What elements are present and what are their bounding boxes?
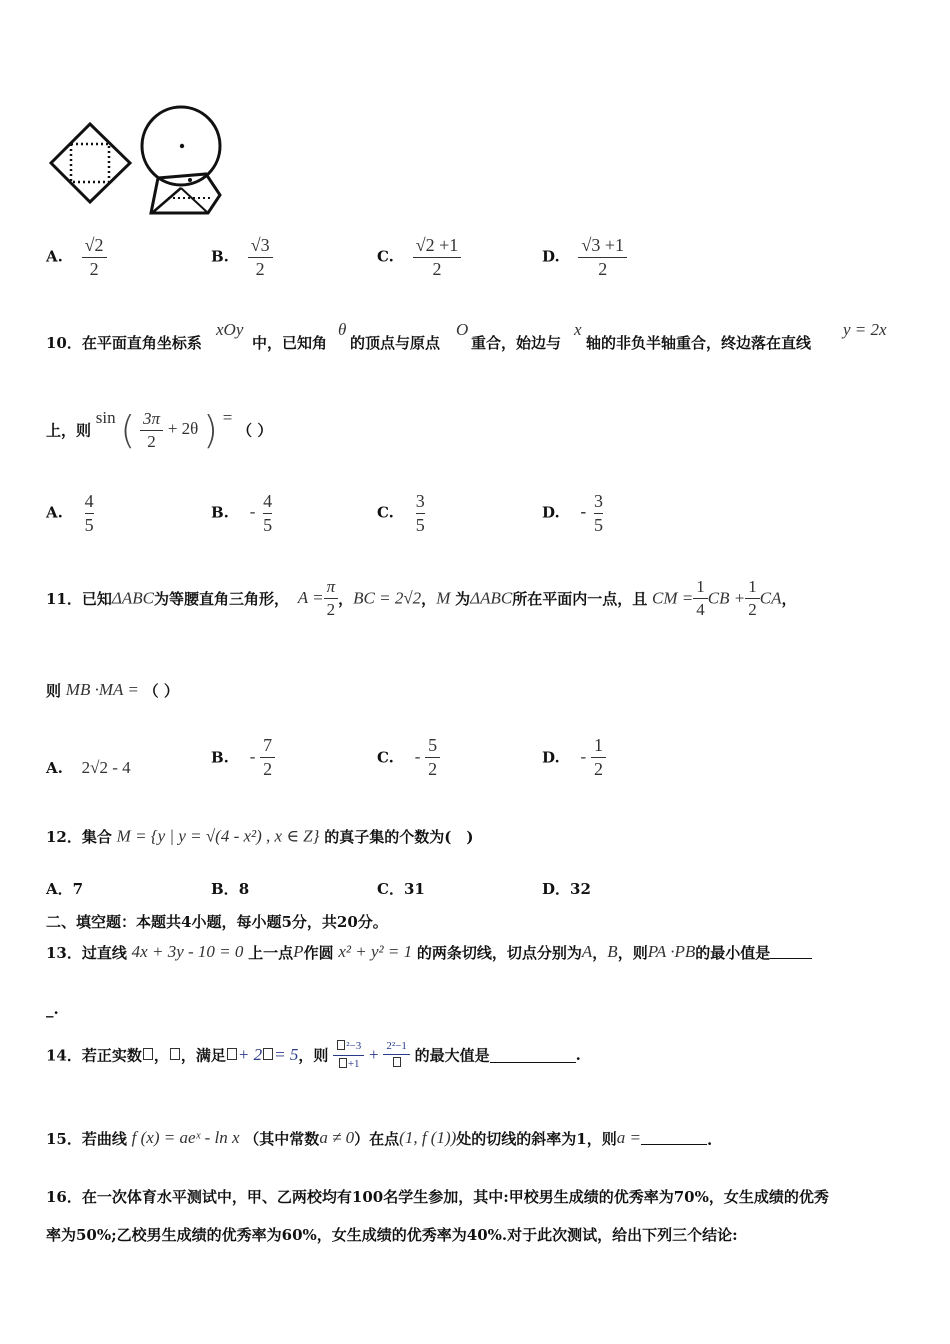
- missing-glyph-icon: [143, 1048, 153, 1060]
- q9-option-d[interactable]: D. $\frac{√3 +1}{2}$: [542, 236, 627, 279]
- q11-option-d[interactable]: D. - $\frac{1}{2}$: [542, 736, 606, 779]
- answer-blank[interactable]: [641, 1130, 707, 1145]
- q13-continuation: _.: [46, 1000, 59, 1018]
- question-10-line2: 上，则 sin ( $\frac{3\pi}{2}$ + 2θ ) = （ ）: [46, 408, 273, 452]
- question-11-line1: 11．已知ΔABC为等腰直角三角形， A = $\frac{\pi}{2}$ ，BC = 2√2，M 为ΔABC所在平面内一点，且 CM = $\frac{1}{4}$ CB + $\frac{1}{2}$ CA，: [46, 577, 797, 619]
- question-11-line2: 则 MB ·MA = （ ）: [46, 680, 179, 700]
- q12-option-c[interactable]: C．31: [377, 880, 425, 898]
- q12-option-b[interactable]: B．8: [211, 880, 250, 898]
- answer-blank[interactable]: [490, 1048, 576, 1063]
- q11-option-a[interactable]: A. 2√2 - 4: [46, 758, 131, 777]
- q11-option-b[interactable]: B. - $\frac{7}{2}$: [211, 736, 275, 779]
- question-14: 14．若正实数 ， ，满足 + 2 = 5，则 $\frac{\text{²−3}}{+1}$ + 2²−1 的最大值是 .: [46, 1039, 581, 1070]
- q10-option-b[interactable]: B. - $\frac{4}{5}$: [211, 491, 273, 535]
- question-16-line2: 率为50%;乙校男生成绩的优秀率为60%，女生成绩的优秀率为40%.对于此次测试，给出下列三个结论:: [46, 1226, 738, 1244]
- q10-option-c[interactable]: C. $\frac{3}{5}$: [377, 491, 425, 535]
- q12-option-a[interactable]: A．7: [46, 880, 84, 898]
- q10-math-xoy: xOy: [216, 320, 244, 339]
- question-12: 12．集合 M = {y | y = √(4 - x²) , x ∈ Z} 的真子集的个数为( ): [46, 826, 474, 846]
- question-13: 13．过直线 4x + 3y - 10 = 0 上一点P作圆 x² + y² = 1 的两条切线，切点分别为A，B，则PA ·PB的最小值是: [46, 942, 812, 963]
- option-label: A.: [46, 247, 63, 266]
- q12-option-d[interactable]: D．32: [542, 880, 591, 898]
- option-fraction: $\frac{√2}{2}$: [82, 236, 107, 279]
- question-16-line1: 16．在一次体育水平测试中，甲、乙两校均有100名学生参加，其中:甲校男生成绩的优秀率为70%，女生成绩的优秀: [46, 1188, 829, 1206]
- q11-option-c[interactable]: C. - $\frac{5}{2}$: [377, 736, 440, 779]
- circle-center-dot: [180, 144, 184, 148]
- question-15: 15．若曲线 f (x) = aeˣ - ln x （其中常数a ≠ 0）在点(1, f (1))处的切线的斜率为1，则a = .: [46, 1128, 713, 1149]
- front-view-dotted-square: [71, 144, 109, 182]
- three-view-figure: [48, 100, 228, 218]
- section-heading: 二、填空题：本题共4小题，每小题5分，共20分。: [46, 913, 388, 931]
- question-10-line1: 10．在平面直角坐标系: [46, 334, 202, 352]
- q9-option-b[interactable]: B. $\frac{√3}{2}$: [211, 236, 273, 279]
- front-view-diamond: [51, 124, 130, 202]
- q10-option-d[interactable]: D. - $\frac{3}{5}$: [542, 491, 603, 535]
- q9-option-c[interactable]: C. $\frac{√2 +1}{2}$: [377, 236, 461, 279]
- q9-option-a[interactable]: [46, 236, 107, 279]
- q10-option-a[interactable]: A. $\frac{4}{5}$: [46, 491, 94, 535]
- answer-blank[interactable]: [770, 944, 812, 959]
